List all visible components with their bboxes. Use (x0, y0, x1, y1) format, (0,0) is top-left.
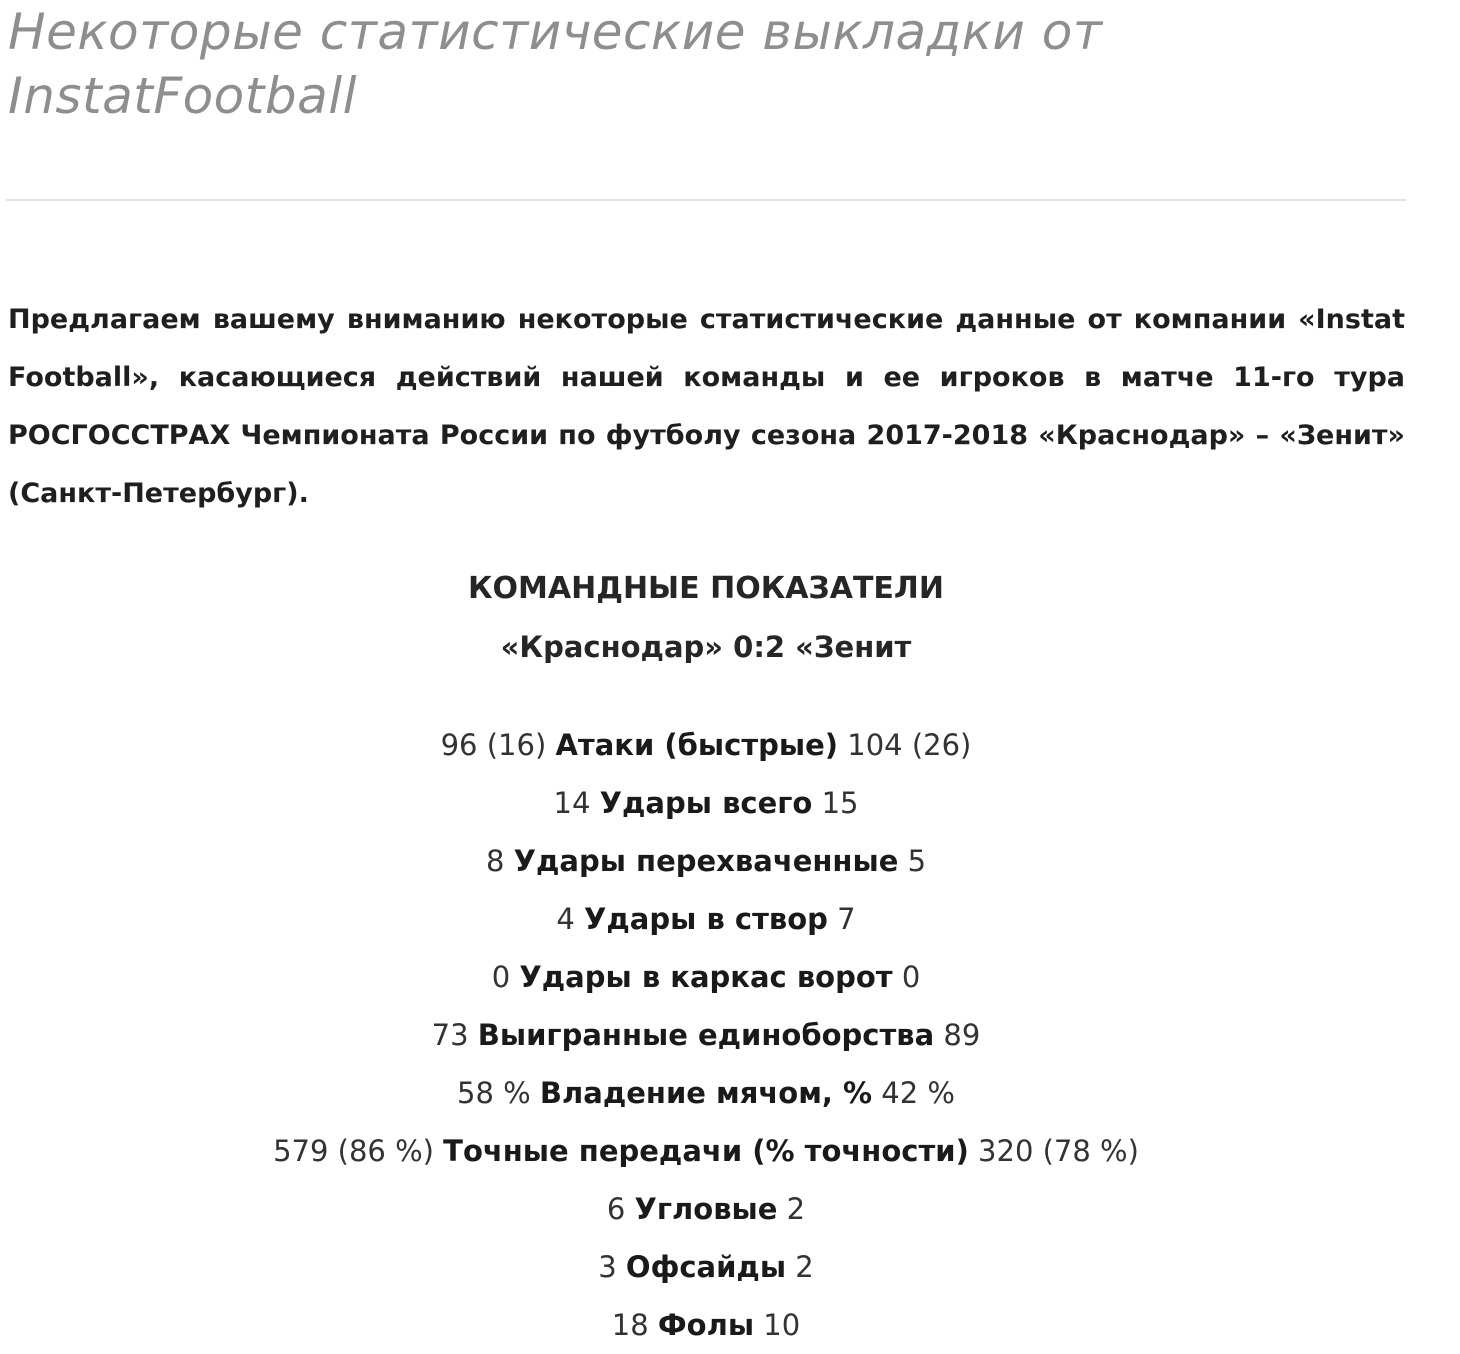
away-value: 10 (763, 1308, 801, 1342)
home-value: 73 (431, 1018, 469, 1052)
stat-row-corners (0, 1180, 1412, 1238)
page-title: Некоторые статистические выкладки от InstatFootball (8, 3, 1103, 125)
stat-label: Владение мячом, % (539, 1076, 873, 1110)
stat-label: Фолы (657, 1308, 755, 1342)
stat-row-accurate-passes (0, 1122, 1412, 1180)
away-value: 5 (907, 844, 927, 878)
stat-label: Офсайды (625, 1250, 787, 1284)
stat-row-possession (0, 1064, 1412, 1122)
stat-row-duels-won (0, 1006, 1412, 1064)
stat-label: Точные передачи (% точности) (443, 1134, 969, 1168)
home-value: 4 (556, 902, 575, 936)
home-value: 579 (86 %) (273, 1134, 434, 1168)
title-divider (6, 199, 1406, 201)
away-value: 15 (821, 786, 859, 820)
stat-label: Выигранные единоборства (477, 1018, 935, 1052)
stat-row-offsides (0, 1238, 1412, 1296)
away-value: 0 (901, 960, 921, 994)
home-value: 3 (598, 1250, 617, 1284)
away-value: 104 (26) (847, 728, 972, 762)
home-value: 14 (553, 786, 591, 820)
away-value: 7 (837, 902, 856, 936)
stat-label: Удары в створ (584, 902, 828, 936)
stat-row-fouls (0, 1296, 1412, 1354)
team-stats-block (0, 560, 1412, 1354)
stats-spacer (0, 676, 1412, 716)
home-value: 18 (611, 1308, 649, 1342)
away-value: 2 (786, 1192, 806, 1226)
stat-row-shots-total (0, 774, 1412, 832)
stat-row-shots-blocked (0, 832, 1412, 890)
stats-heading: КОМАНДНЫЕ ПОКАЗАТЕЛИ (468, 571, 944, 606)
home-value: 8 (485, 844, 505, 878)
stat-label: Удары перехваченные (513, 844, 899, 878)
stat-label: Удары всего (599, 786, 813, 820)
away-value: 320 (78 %) (978, 1134, 1139, 1168)
stat-label: Удары в каркас ворот (519, 960, 893, 994)
stat-label: Атаки (быстрые) (555, 728, 839, 762)
intro-paragraph: Предлагаем вашему вниманию некоторые статистические данные от компании «Instat Football», касающиеся действий нашей команды и ее игроков в матче 11-го тура РОСГОССТРАХ Чемпионата России по футболу сезона 2017-2018 «Краснодар» – «Зенит» (Санкт-Петербург). (8, 304, 1405, 509)
stat-label: Угловые (634, 1192, 778, 1226)
home-value: 58 % (457, 1076, 531, 1110)
match-score: «Краснодар» 0:2 «Зенит (500, 630, 912, 664)
stat-row-attacks (0, 716, 1412, 774)
home-value: 6 (606, 1192, 626, 1226)
home-value: 0 (491, 960, 511, 994)
away-value: 42 % (881, 1076, 955, 1110)
away-value: 89 (943, 1018, 981, 1052)
stat-row-woodwork (0, 948, 1412, 1006)
away-value: 2 (795, 1250, 814, 1284)
home-value: 96 (16) (440, 728, 547, 762)
stat-row-shots-on-target (0, 890, 1412, 948)
